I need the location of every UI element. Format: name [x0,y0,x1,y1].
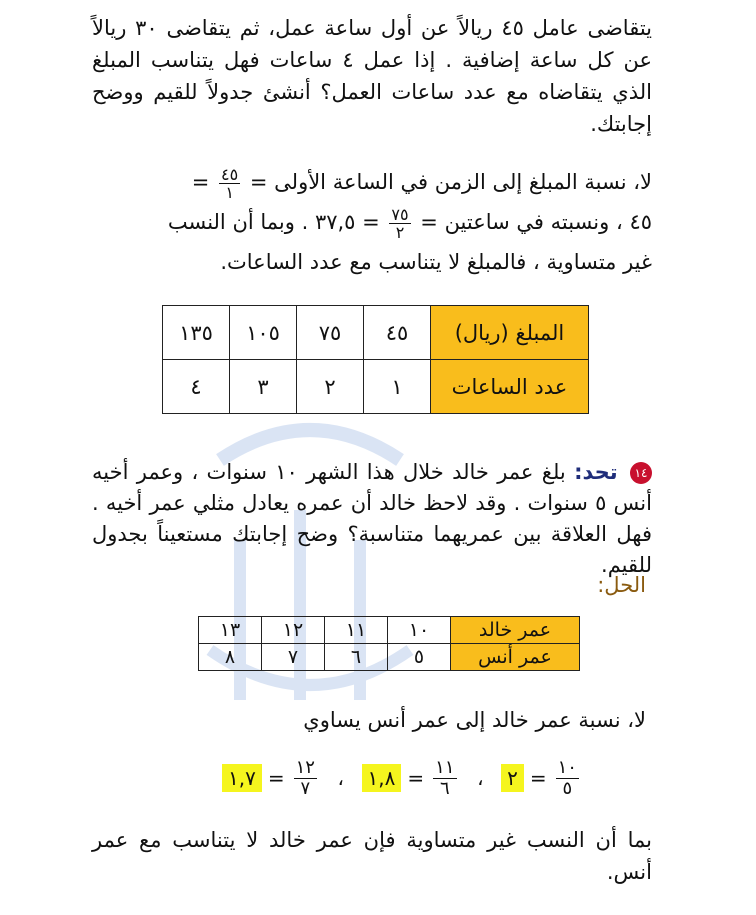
answer-13-line-3: غير متساوية ، فالمبلغ لا يتناسب مع عدد الساعات. [220,250,652,274]
table-cell: ١٠٥ [230,306,297,360]
table-header-hours: عدد الساعات [431,360,589,414]
table-cell: ٥ [388,644,451,671]
table-header-khalid-age: عمر خالد [451,617,580,644]
table-cell: ١٣ [199,617,262,644]
table-cell: ٦ [325,644,388,671]
table-row [199,644,580,671]
conclusion-text: بما أن النسب غير متساوية فإن عمر خالد لا يتناسب مع عمر أنس. [92,828,652,884]
table-row [163,306,589,360]
fraction-45-1: $\frac{٤٥}{١}$ [221,164,239,202]
challenge-14 [92,457,652,581]
table-cell: ٨ [199,644,262,671]
table-cell: ٢ [297,360,364,414]
fraction: $\frac{١٢}{٧}$ [295,756,315,799]
separator: ، [477,766,484,790]
table-cell: ١ [364,360,431,414]
problem-number-badge: ١٤ [630,462,652,484]
ratio-equations [222,752,582,804]
challenge-label: تحد: [574,460,618,484]
fraction-75-2: $\frac{٧٥}{٢}$ [391,204,409,242]
table-cell: ١٣٥ [163,306,230,360]
ratio-11-6: ١,٨ = $\frac{١١}{٦}$ [362,758,460,799]
table-cell: ١١ [325,617,388,644]
ratio-intro: لا، نسبة عمر خالد إلى عمر أنس يساوي [303,708,646,732]
answer-13 [92,162,652,282]
table-cell: ٧٥ [297,306,364,360]
table-cell: ٣ [230,360,297,414]
highlighted-result: ١,٨ [362,764,402,792]
table-cell: ١٠ [388,617,451,644]
solution-label: الحل: [597,573,646,597]
table-cell: ٧ [262,644,325,671]
fraction: $\frac{١٠}{٥}$ [557,756,577,799]
table-header-amount: المبلغ (ريال) [431,306,589,360]
table-row [199,617,580,644]
answer-13-line-1: لا، نسبة المبلغ إلى الزمن في الساعة الأولى = $\frac{٤٥}{١}$ = [191,164,652,202]
challenge-text: بلغ عمر خالد خلال هذا الشهر ١٠ سنوات ، وعمر أخيه أنس ٥ سنوات . وقد لاحظ خالد أن عمره يعادل مثلي عمر أخيه . فهل العلاقة بين عمريهما متناسبة؟ وضح إجابتك مستعيناً بجدول للقيم. [92,460,652,577]
table-cell: ٤٥ [364,306,431,360]
table-cell: ٤ [163,360,230,414]
answer-13-line-2: ٤٥ ، ونسبته في ساعتين = $\frac{٧٥}{٢}$ = ٣٧,٥ . وبما أن النسب [167,204,652,242]
table-ages [198,616,580,671]
table-cell: ١٢ [262,617,325,644]
ratio-10-5: ٢ = $\frac{١٠}{٥}$ [501,758,582,799]
fraction: $\frac{١١}{٦}$ [435,756,455,799]
table-wage-hours [162,305,589,414]
ratio-12-7: ١,٧ = $\frac{١٢}{٧}$ [222,758,320,799]
highlighted-result: ٢ [501,764,524,792]
highlighted-result: ١,٧ [222,764,262,792]
table-row [163,360,589,414]
table-header-anas-age: عمر أنس [451,644,580,671]
separator: ، [337,766,344,790]
problem-13-text: يتقاضى عامل ٤٥ ريالاً عن أول ساعة عمل، ثم يتقاضى ٣٠ ريالاً عن كل ساعة إضافية . إذا عمل ٤ ساعات فهل يتناسب المبلغ الذي يتقاضاه مع عدد ساعات العمل؟ أنشئ جدولاً للقيم ووضح إجابتك. [92,16,652,136]
